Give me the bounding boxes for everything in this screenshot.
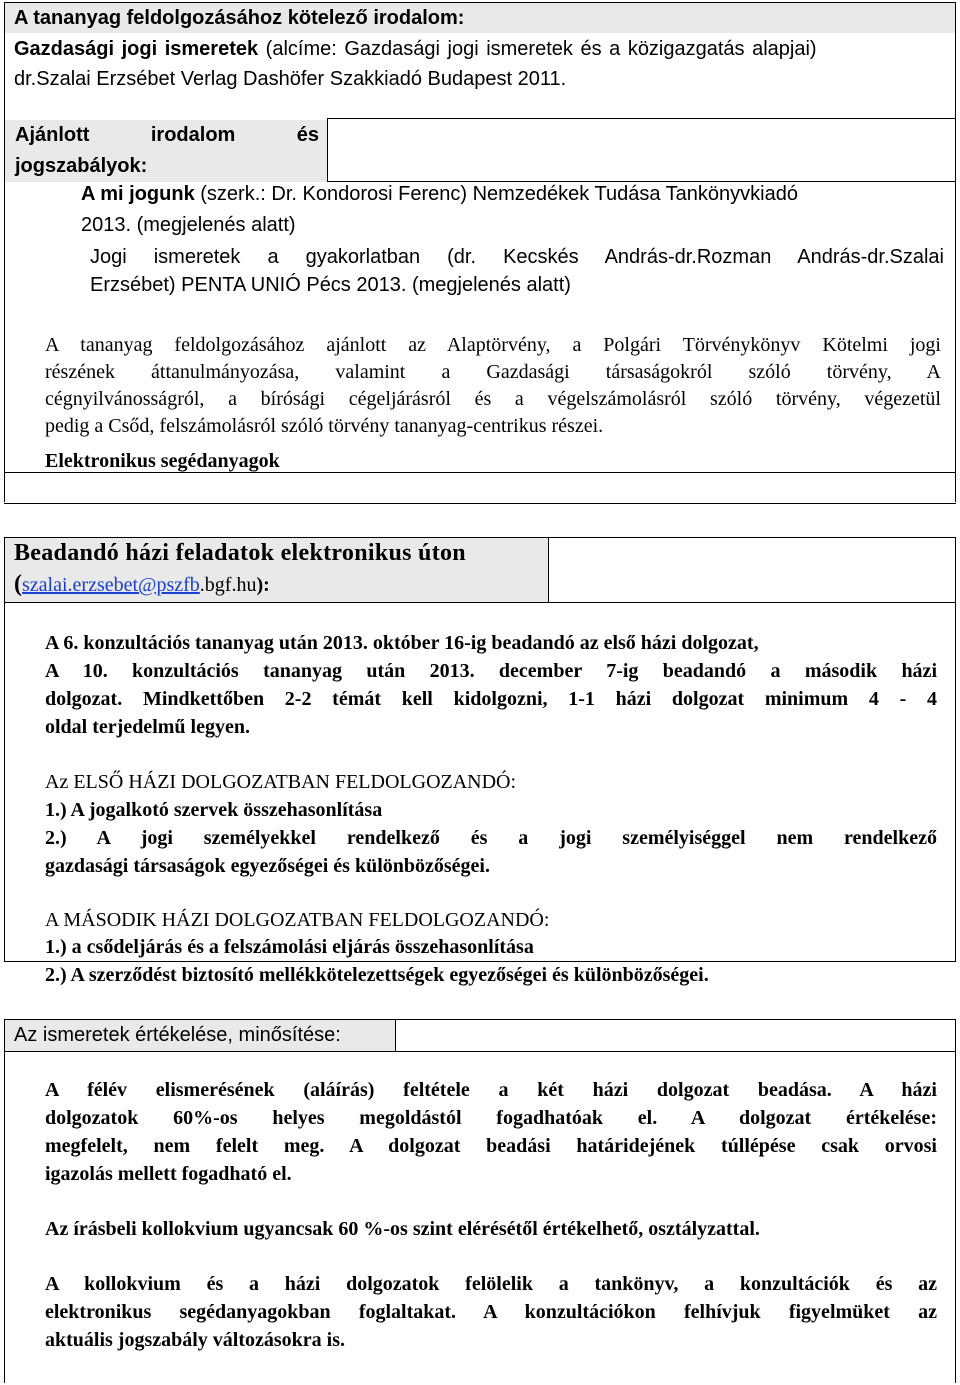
evaluation-paragraph-2: Az írásbeli kollokvium ugyancsak 60 %-os szint elérésétől értékelhető, osztályzattal. [45, 1218, 760, 1240]
recommended-item1-rest: (szerk.: Dr. Kondorosi Ferenc) Nemzedékek Tudása Tankönyvkiadó [194, 183, 798, 205]
laws-line2: részének áttanulmányozása, valamint a Gazdasági társaságokról szóló törvény, A [45, 361, 941, 383]
evaluation-p3-line3: aktuális jogszabály változásokra is. [45, 1329, 346, 1351]
homework-second-item1: 1.) a csődeljárás és a felszámolási eljárás összehasonlítása [45, 936, 534, 958]
recommended-heading-word1: Ajánlott [15, 124, 90, 146]
laws-line1: A tananyag feldolgozásához ajánlott az Alaptörvény, a Polgári Törvénykönyv Kötelmi jogi [45, 334, 941, 356]
homework-heading-bottom-line [4, 602, 956, 603]
evaluation-paragraph-1 [45, 1076, 937, 1188]
evaluation-p3-line1: A kollokvium és a házi dolgozatok felölelik a tankönyv, a konzultációk és az [45, 1273, 937, 1295]
laws-line3: cégnyilvánosságról, a bírósági cégeljárásról és a végelszámolásról szóló törvény, végezetül [45, 388, 941, 410]
homework-line1: A 6. konzultációs tananyag után 2013. október 16-ig beadandó az első házi dolgozat, [45, 632, 759, 654]
homework-first-heading: Az ELSŐ HÁZI DOLGOZATBAN FELDOLGOZANDÓ: [45, 771, 517, 793]
recommended-heading-right-cell [327, 118, 956, 182]
homework-email-suffix: .bgf.hu [199, 574, 257, 596]
book-subtitle: (alcíme: Gazdasági jogi ismeretek és a közigazgatás alapjai) [258, 38, 817, 60]
required-book-line [14, 34, 944, 64]
evaluation-paragraph-3 [45, 1270, 937, 1354]
recommended-item1-line1 [81, 178, 941, 210]
evaluation-p1-line2: dolgozatok 60%-os helyes megoldástól fogadhatóak el. A dolgozat értékelése: [45, 1107, 937, 1129]
homework-deadlines [45, 629, 937, 741]
homework-line3: dolgozat. Mindkettőben 2-2 témát kell kidolgozni, 1-1 házi dolgozat minimum 4 - 4 [45, 688, 937, 710]
recommended-item1-title: A mi jogunk [81, 183, 195, 205]
recommended-item2-line2: Erzsébet) PENTA UNIÓ Pécs 2013. (megjelenés alatt) [90, 274, 571, 296]
required-bottom-line-2 [4, 503, 956, 504]
homework-heading-line1: Beadandó házi feladatok elektronikus úton [14, 540, 466, 566]
evaluation-p1-line1: A félév elismerésének (aláírás) feltétele a két házi dolgozat beadása. A házi [45, 1079, 937, 1101]
laws-paragraph [45, 332, 941, 440]
homework-first-item2-line1: 2.) A jogi személyekkel rendelkező és a jogi személyiséggel nem rendelkező [45, 827, 937, 849]
homework-heading-divider [548, 537, 549, 603]
homework-email-link[interactable]: szalai.erzsebet@pszfb [22, 574, 200, 596]
evaluation-p1-line4: igazolás mellett fogadható el. [45, 1163, 292, 1185]
homework-second-items [45, 933, 937, 989]
homework-second-item2: 2.) A szerződést biztosító mellékkötelezettségek egyezőségei és különbözőségei. [45, 964, 709, 986]
homework-heading-line2: (szalai.erzsebet@pszfb.bgf.hu): [14, 571, 270, 597]
homework-first-items [45, 796, 937, 880]
homework-second-heading: A MÁSODIK HÁZI DOLGOZATBAN FELDOLGOZANDÓ: [45, 909, 550, 931]
recommended-item2-line1: Jogi ismeretek a gyakorlatban (dr. Kecskés András-dr.Rozman András-dr.Szalai [90, 246, 944, 268]
required-book-publisher: dr.Szalai Erzsébet Verlag Dashöfer Szakkiadó Budapest 2011. [14, 68, 567, 90]
recommended-heading-word2: irodalom [150, 124, 236, 146]
evaluation-heading: Az ismeretek értékelése, minősítése: [5, 1020, 395, 1051]
evaluation-p3-line2: elektronikus segédanyagokban foglaltakat. A konzultációkon felhívjuk figyelmüket az [45, 1301, 937, 1323]
evaluation-heading-divider [395, 1019, 396, 1052]
laws-line4: pedig a Csőd, felszámolásról szóló törvény tananyag-centrikus részei. [45, 415, 604, 437]
required-literature-heading: A tananyag feldolgozásához kötelező irodalom: [5, 3, 955, 33]
homework-line2: A 10. konzultációs tananyag után 2013. december 7-ig beadandó a második házi [45, 660, 937, 682]
recommended-item1-line2: 2013. (megjelenés alatt) [81, 214, 296, 236]
evaluation-p1-line3: megfelelt, nem felelt meg. A dolgozat beadási határidejének túllépése csak orvosi [45, 1135, 937, 1157]
book-title: Gazdasági jogi ismeretek [14, 38, 259, 60]
homework-first-item2-line2: gazdasági társaságok egyezőségei és különbözőségei. [45, 855, 490, 877]
recommended-heading-line2: jogszabályok: [15, 155, 148, 177]
recommended-heading-word3: és [296, 124, 319, 146]
recommended-heading-box [5, 120, 327, 182]
electronic-heading: Elektronikus segédanyagok [45, 450, 280, 472]
homework-line4: oldal terjedelmű legyen. [45, 716, 250, 738]
homework-heading-box [5, 538, 548, 602]
evaluation-heading-bottom-line [4, 1051, 956, 1052]
homework-first-item1: 1.) A jogalkotó szervek összehasonlítása [45, 799, 383, 821]
